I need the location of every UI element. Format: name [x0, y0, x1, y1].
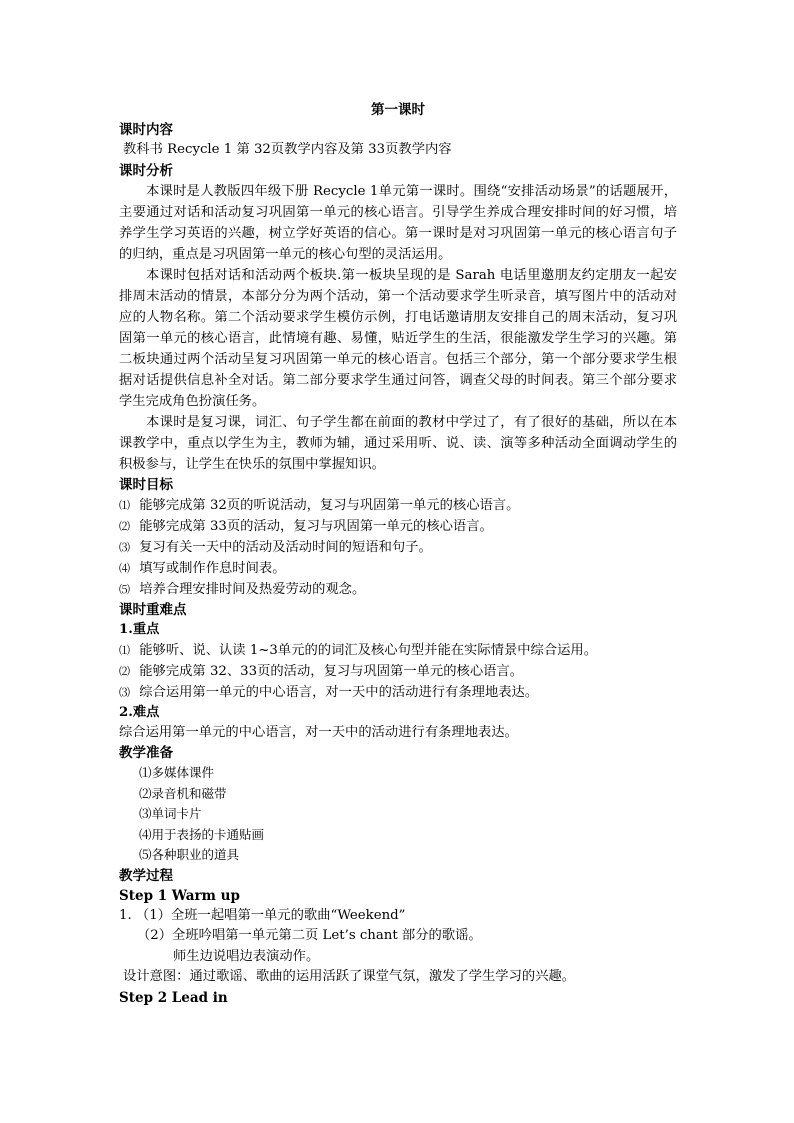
key-number: ⑵ — [119, 664, 130, 678]
prep-item: ⑸各种职业的道具 — [139, 847, 240, 862]
difficult-text: 综合运用第一单元的中心语言，对一天中的活动进行有条理地表达。 — [119, 724, 518, 740]
prep-item: ⑴多媒体课件 — [139, 765, 215, 780]
goal-item — [119, 537, 677, 558]
goal-text: 复习有关一天中的活动及活动时间的短语和句子。 — [139, 539, 432, 555]
lesson-content-text: 教科书 Recycle 1 第 32页教学内容及第 33页教学内容 — [123, 142, 452, 157]
document-content — [119, 100, 677, 1008]
step2-heading: Step 2 Lead in — [119, 989, 228, 1006]
step1-design-intent: 设计意图：通过歌谣、歌曲的运用活跃了课堂气氛，激发了学生学习的兴趣。 — [123, 969, 576, 984]
key-text: 能够完成第 32、33页的活动，复习与巩固第一单元的核心语言。 — [139, 663, 524, 679]
subheading-difficult: 2.难点 — [119, 704, 160, 720]
prep-item: ⑷用于表扬的卡通贴画 — [139, 826, 265, 842]
key-text: 综合运用第一单元的中心语言，对一天中的活动进行有条理地表达。 — [139, 684, 539, 700]
goal-item — [119, 558, 677, 579]
goal-text: 能够完成第 33页的活动，复习与巩固第一单元的核心语言。 — [139, 518, 493, 534]
goal-number: ⑶ — [119, 540, 130, 554]
step1-line-2: （2）全班吟唱第一单元第二页 Let’s chant 部分的歌谣。 — [137, 928, 482, 943]
heading-lesson-content: 课时内容 — [119, 122, 173, 138]
analysis-paragraph-1: 本课时是人教版四年级下册 Recycle 1单元第一课时。围绕“安排活动场景”的话题展开，主要通过对话和活动复习巩固第一单元的核心语言。引导学生养成合理安排时间的好习惯，培养学生学习英语的兴趣，树立学好英语的信心。第一课时是对习巩固第一单元的核心语言句子的归纳，重点是习巩固第一单元的核心句型的灵活运用。 — [119, 183, 677, 262]
key-number: ⑴ — [119, 643, 130, 657]
page-title: 第一课时 — [371, 102, 425, 118]
heading-teaching-process: 教学过程 — [119, 867, 173, 884]
key-item — [119, 640, 677, 661]
subheading-key: 1.重点 — [119, 621, 160, 637]
prep-item: ⑶单词卡片 — [139, 806, 202, 821]
analysis-paragraph-2: 本课时包括对话和活动两个板块.第一板块呈现的是 Sarah 电话里邀朋友约定朋友一起安排周末活动的情景，本部分分为两个活动，第一个活动要求学生听录音，填写图片中的活动对应的人物名称。第二个活动要求学生模仿示例，打电话邀请朋友安排自己的周末活动，复习巩固第一单元的核心语言，此情境有趣、易懂，贴近学生的生活，很能激发学生学习的兴趣。第二板块通过两个活动呈复习巩固第一单元的核心语言。包括三个部分，第一个部分要求学生根据对话提供信息补全对话。第二部分要求学生通过问答，调查父母的时间表。第三个部分要求学生完成角色扮演任务。 — [119, 267, 677, 409]
goal-number: ⑴ — [119, 498, 130, 512]
prep-item: ⑵录音机和磁带 — [139, 785, 227, 801]
heading-key-points: 课时重难点 — [119, 601, 187, 618]
heading-lesson-goals: 课时目标 — [119, 476, 173, 493]
heading-lesson-analysis: 课时分析 — [119, 162, 173, 179]
key-item — [119, 682, 677, 703]
goal-number: ⑸ — [119, 582, 130, 596]
goal-item — [119, 579, 677, 600]
goal-number: ⑵ — [119, 519, 130, 533]
goal-text: 培养合理安排时间及热爱劳动的观念。 — [139, 581, 366, 597]
goal-text: 填写或制作作息时间表。 — [139, 560, 286, 576]
goal-item — [119, 516, 677, 537]
goal-item — [119, 495, 677, 516]
heading-teaching-prep: 教学准备 — [119, 745, 173, 761]
goal-text: 能够完成第 32页的听说活动，复习与巩固第一单元的核心语言。 — [139, 497, 520, 513]
step1-line-3: 师生边说唱边表演动作。 — [173, 948, 320, 964]
key-text: 能够听、说、认读 1~3单元的的词汇及核心句型并能在实际情景中综合运用。 — [139, 642, 598, 658]
key-number: ⑶ — [119, 685, 130, 699]
analysis-paragraph-3: 本课时是复习课，词汇、句子学生都在前面的教材中学过了，有了很好的基础，所以在本课教学中，重点以学生为主，教师为辅，通过采用听、说、读、演等多种活动全面调动学生的积极参与，让学生在快乐的氛围中掌握知识。 — [119, 414, 677, 472]
goal-number: ⑷ — [119, 561, 130, 575]
step1-heading: Step 1 Warm up — [119, 887, 240, 904]
step1-line-1: 1. （1）全班一起唱第一单元的歌曲“Weekend” — [119, 907, 406, 923]
key-item — [119, 661, 677, 682]
